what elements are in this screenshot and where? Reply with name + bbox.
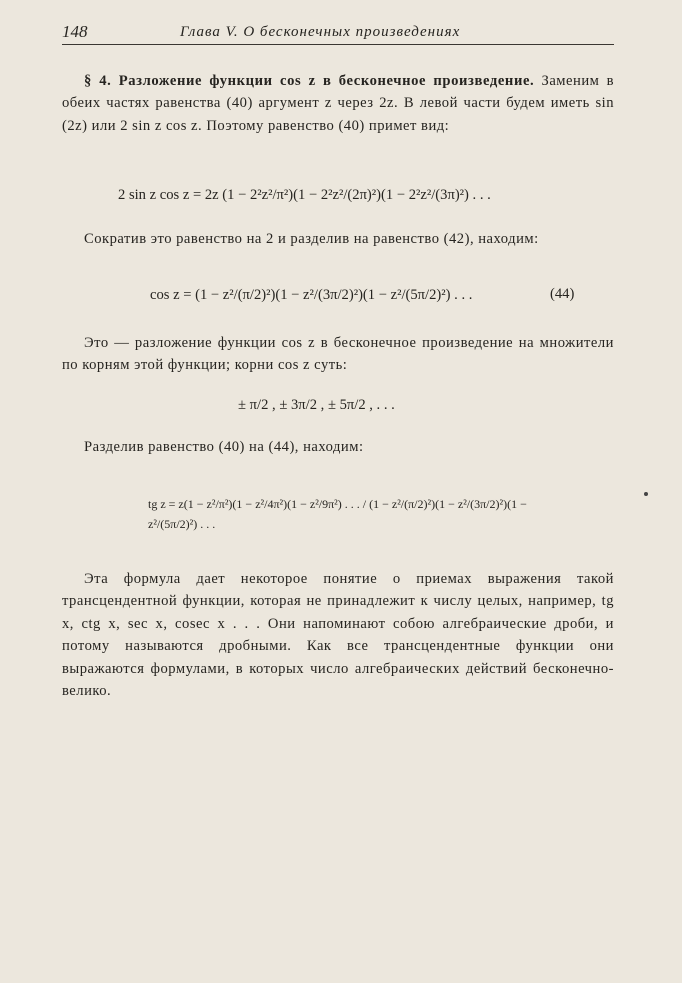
formula-roots: ± π/2 , ± 3π/2 , ± 5π/2 , . . . [238,397,395,413]
paragraph-reduce: Сократив это равенство на 2 и разделив на равенство (42), находим: [84,231,539,247]
section-paragraph [62,70,614,137]
formula-tan-product: tg z = z(1 − z²/π²)(1 − z²/4π²)(1 − z²/9π²) . . . / (1 − z²/(π/2)²)(1 − z²/(3π/2)²)(1 − z²/(5π/2)²) . . . [148,497,527,531]
paragraph-conclusion: Эта формула дает некоторое понятие о приемах выражения такой трансцендентной функции, которая не принадлежит к числу целых, например, tg x, ctg x, sec x, cosec x . . . Они напоминают собою алгебраические дроби, и потому называются дробными. Как все трансцендентные функции они выражаются формулами, в которых число алгебраических действий бесконечно-велико. [62,571,614,700]
margin-dot [644,492,648,496]
running-head: Глава V. О бесконечных произведениях [180,24,461,40]
page-number: 148 [62,22,88,41]
formula-sin-product: 2 sin z cos z = 2z (1 − 2²z²/π²)(1 − 2²z²/(2π)²)(1 − 2²z²/(3π)²) . . . [118,187,491,203]
paragraph-cos-expansion: Это — разложение функции cos z в бесконечное произведение на множители по корням этой функции; корни cos z суть: [62,335,614,374]
page-header [62,22,614,45]
formula-cos-product: cos z = (1 − z²/(π/2)²)(1 − z²/(3π/2)²)(1 − z²/(5π/2)²) . . . [150,287,473,303]
section-title: § 4. Разложение функции cos z в бесконечное произведение. [84,73,535,89]
paragraph-divide: Разделив равенство (40) на (44), находим: [84,439,364,455]
equation-number: (44) [550,286,575,302]
section-text: Заменим в обеих частях равенства (40) аргумент z через 2z. В левой части будем иметь sin (2z) или 2 sin z cos z. Поэтому равенство (40) примет вид: [62,73,614,134]
